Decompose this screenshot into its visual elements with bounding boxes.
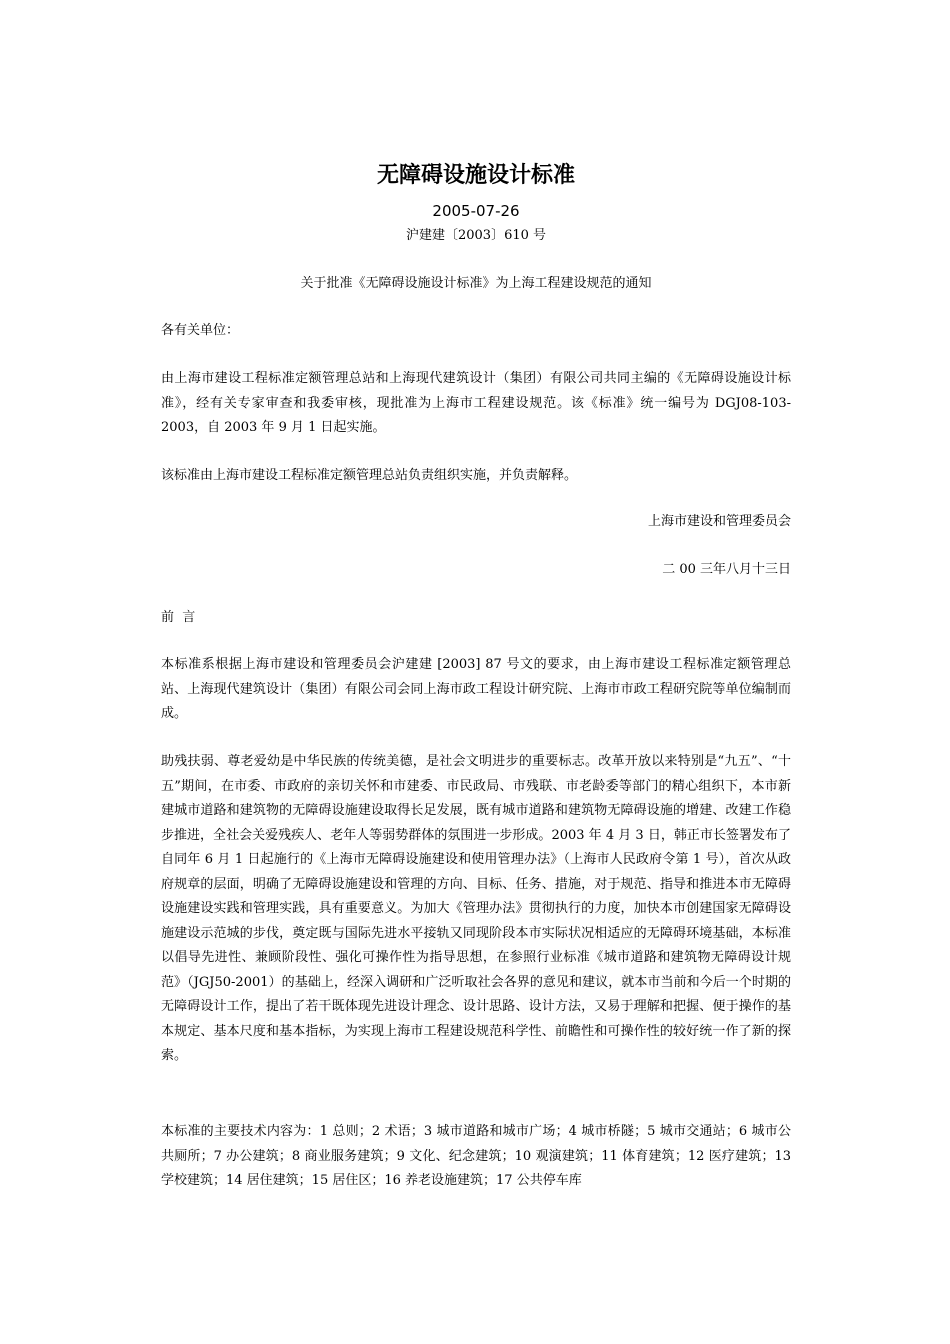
publish-date: 2005-07-26	[432, 202, 520, 220]
preface-paragraph-2: 助残扶弱、尊老爱幼是中华民族的传统美德，是社会文明进步的重要标志。改革开放以来特别是“九五”、“十五”期间，在市委、市政府的亲切关怀和市建委、市民政局、市残联、市老龄委等部门的精心组织下，本市新建城市道路和建筑物的无障碍设施建设取得长足发展，既有城市道路和建筑物无障碍设施的增建、改建工作稳步推进，全社会关爱残疾人、老年人等弱势群体的氛围进一步形成。2003 年 4 月 3 日，韩正市长签署发布了自同年 6 月 1 日起施行的《上海市无障碍设施建设和使用管理办法》（上海市人民政府令第 1 号），首次从政府规章的层面，明确了无障碍设施建设和管理的方向、目标、任务、措施，对于规范、指导和推进本市无障碍设施建设实践和管理实践，具有重要意义。为加大《管理办法》贯彻执行的力度，加快本市创建国家无障碍设施建设示范城的步伐，奠定既与国际先进水平接轨又同现阶段本市实际状况相适应的无障碍环境基础，本标准以倡导先进性、兼顾阶段性、强化可操作性为指导思想，在参照行业标准《城市道路和建筑物无障碍设计规范》（JGJ50-2001）的基础上，经深入调研和广泛听取社会各界的意见和建议，就本市当前和今后一个时期的无障碍设计工作，提出了若干既体现先进设计理念、设计思路、设计方法，又易于理解和把握、便于操作的基本规定、基本尺度和基本指标，为实现上海市工程建设规范科学性、前瞻性和可操作性的较好统一作了新的探索。	[161, 754, 791, 1063]
issuer-signature: 上海市建设和管理委员会	[647, 514, 791, 529]
salutation: 各有关单位：	[161, 323, 240, 338]
preface-paragraph-1: 本标准系根据上海市建设和管理委员会沪建建 [2003] 87 号文的要求，由上海市建设工程标准定额管理总站、上海现代建筑设计（集团）有限公司会同上海市政工程设计研究院、上海市市政工程研究院等单位编制而成。	[161, 657, 791, 721]
document-number: 沪建建〔2003〕610 号	[405, 228, 547, 243]
responsibility-paragraph: 该标准由上海市建设工程标准定额管理总站负责组织实施，并负责解释。	[161, 468, 578, 483]
approval-paragraph: 由上海市建设工程标准定额管理总站和上海现代建筑设计（集团）有限公司共同主编的《无障碍设施设计标准》，经有关专家审查和我委审核，现批准为上海市工程建设规范。该《标准》统一编号为 DGJ08-103-2003，自 2003 年 9 月 1 日起实施。	[161, 371, 791, 435]
issue-date: 二 00 三年八月十三日	[662, 562, 791, 577]
preface-heading: 前 言	[161, 610, 196, 625]
preface-paragraph-3: 本标准的主要技术内容为：1 总则；2 术语；3 城市道路和城市广场；4 城市桥隧；5 城市交通站；6 城市公共厕所；7 办公建筑；8 商业服务建筑；9 文化、纪念建筑；10 观演建筑；11 体育建筑；12 医疗建筑；13 学校建筑；14 居住建筑；15 居住区；16 养老设施建筑；17 公共停车库	[161, 1124, 791, 1188]
notice-title: 关于批准《无障碍设施设计标准》为上海工程建设规范的通知	[300, 276, 652, 291]
document-title: 无障碍设施设计标准	[376, 162, 575, 188]
